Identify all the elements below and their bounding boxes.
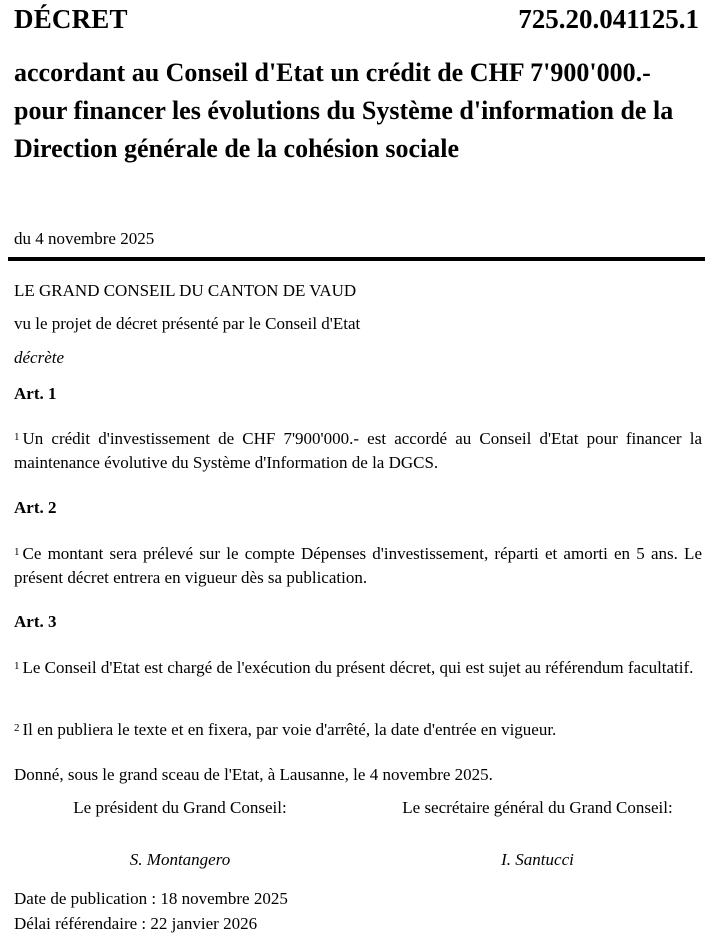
closing-line: Donné, sous le grand sceau de l'Etat, à Lausanne, le 4 novembre 2025. bbox=[14, 765, 493, 784]
article-3-paragraph-2 bbox=[14, 718, 702, 742]
decree-date: du 4 novembre 2025 bbox=[14, 229, 155, 248]
president-name: S. Montangero bbox=[129, 850, 231, 869]
authority-line: LE GRAND CONSEIL DU CANTON DE VAUD bbox=[14, 281, 357, 300]
header-divider bbox=[8, 257, 705, 261]
paragraph-text: Un crédit d'investissement de CHF 7'900'000.- est accordé au Conseil d'Etat pour financer la maintenance évolutive du Système d'Information de la DGCS. bbox=[14, 429, 702, 472]
article-3-paragraph-1 bbox=[14, 656, 702, 680]
decrees-line: décrète bbox=[14, 348, 65, 367]
president-title: Le président du Grand Conseil: bbox=[73, 798, 287, 817]
paragraph-number: 1 bbox=[14, 431, 20, 443]
paragraph-text: Il en publiera le texte et en fixera, par voie d'arrêté, la date d'entrée en vigueur. bbox=[22, 720, 557, 739]
paragraph-number: 2 bbox=[14, 722, 20, 734]
publication-date: Date de publication : 18 novembre 2025 bbox=[14, 889, 288, 908]
secretary-title: Le secrétaire général du Grand Conseil: bbox=[402, 798, 673, 817]
paragraph-text: Le Conseil d'Etat est chargé de l'exécution du présent décret, qui est sujet au référendum facultatif. bbox=[22, 658, 694, 677]
article-3-heading: Art. 3 bbox=[14, 612, 57, 631]
referendum-deadline: Délai référendaire : 22 janvier 2026 bbox=[14, 914, 258, 933]
article-1-heading: Art. 1 bbox=[14, 384, 57, 403]
decree-title: accordant au Conseil d'Etat un crédit de CHF 7'900'000.- pour financer les évolutions du Système d'information de la Direction générale de la cohésion sociale bbox=[14, 58, 674, 163]
article-2-paragraph-1 bbox=[14, 542, 702, 590]
considering-line: vu le projet de décret présenté par le Conseil d'Etat bbox=[14, 314, 361, 333]
document-type: DÉCRET bbox=[14, 4, 128, 34]
article-1-paragraph-1 bbox=[14, 427, 702, 475]
document-number: 725.20.041125.1 bbox=[518, 4, 699, 34]
paragraph-number: 1 bbox=[14, 546, 20, 558]
secretary-name: I. Santucci bbox=[501, 850, 574, 869]
paragraph-text: Ce montant sera prélevé sur le compte Dépenses d'investissement, réparti et amorti en 5 ans. Le présent décret entrera en vigueur dès sa publication. bbox=[14, 544, 702, 587]
article-2-heading: Art. 2 bbox=[14, 498, 57, 517]
paragraph-number: 1 bbox=[14, 660, 20, 672]
